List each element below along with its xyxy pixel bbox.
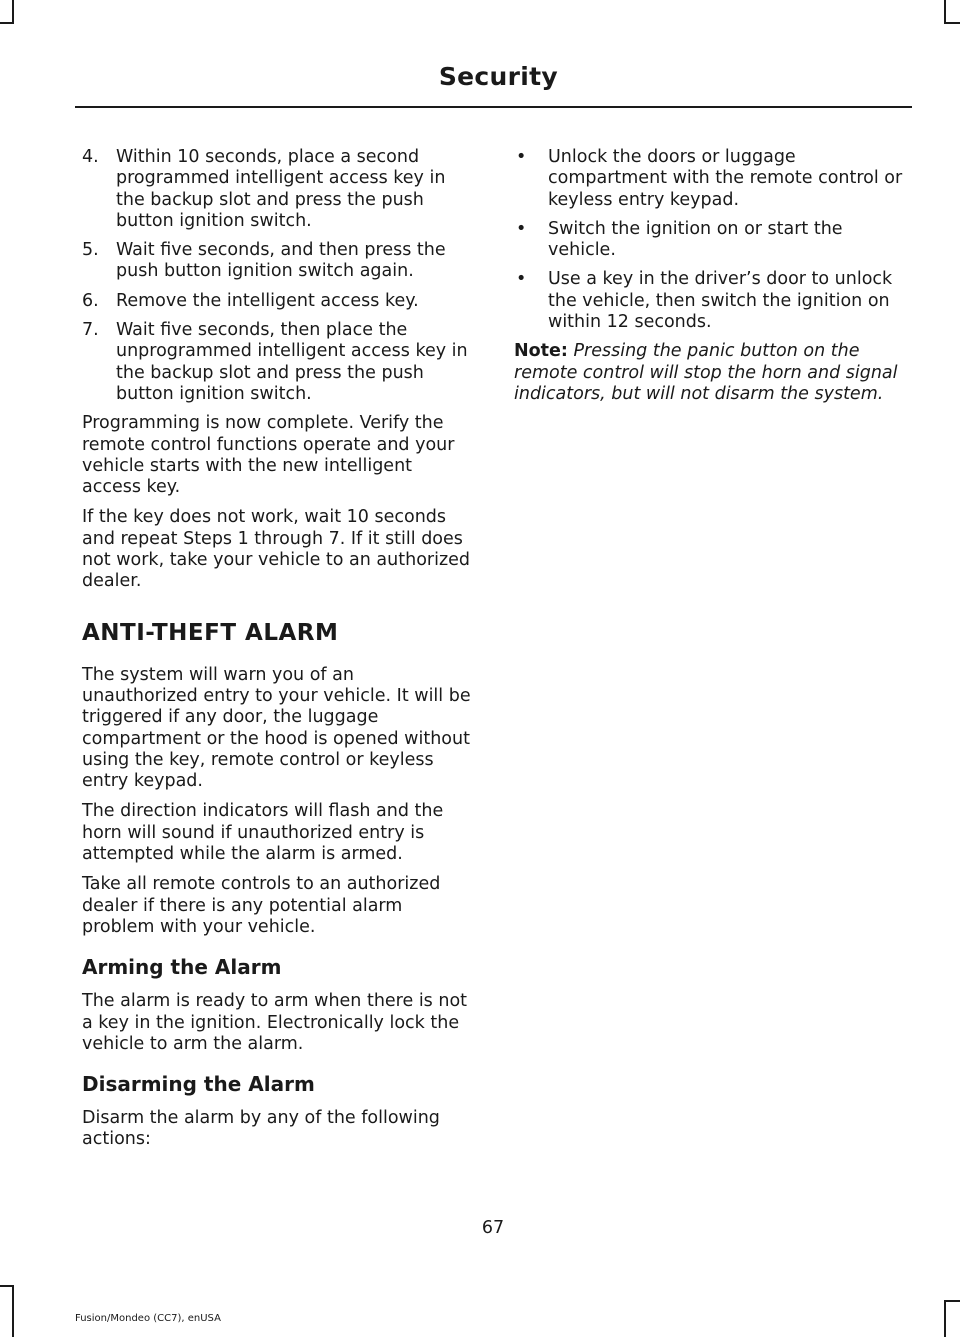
step-number: 4. <box>82 147 99 167</box>
step-number: 6. <box>82 290 99 311</box>
step-text: Wait five seconds, then place the unprogrammed intelligent access key in the backup slot and press the push button ignition switch. <box>116 320 468 404</box>
note-paragraph <box>514 341 908 405</box>
bullet-mark: • <box>516 218 527 239</box>
step-item <box>82 147 474 232</box>
crop-mark-top-left-v <box>12 0 14 22</box>
paragraph-key-not-work: If the key does not work, wait 10 seconds and repeat Steps 1 through 7. If it still does not work, take your vehicle to an authorized dealer. <box>82 507 471 592</box>
bullet-text: Switch the ignition on or start the vehicle. <box>548 218 843 261</box>
footer-edition: Fusion/Mondeo (CC7), enUSA <box>75 1313 221 1324</box>
crop-mark-top-right-v <box>944 0 946 22</box>
step-text: Within 10 seconds, place a second programmed intelligent access key in the backup slot and press the push button ignition switch. <box>116 147 446 231</box>
crop-mark-bottom-left-h <box>0 1285 14 1287</box>
page-number: 67 <box>481 1218 505 1238</box>
crop-mark-bottom-left-v <box>12 1285 14 1337</box>
bullet-text: Use a key in the driver’s door to unlock the vehicle, then switch the ignition on within 12 seconds. <box>548 269 893 333</box>
crop-mark-bottom-right-h <box>944 1300 960 1302</box>
subheading-disarming-alarm: Disarming the Alarm <box>82 1072 315 1097</box>
bullet-mark: • <box>516 269 527 290</box>
paragraph-programming-complete: Programming is now complete. Verify the remote control functions operate and your vehicle starts with the new intelligent access key. <box>82 413 455 498</box>
step-text: Wait five seconds, and then press the push button ignition switch again. <box>116 240 446 282</box>
bullet-item <box>514 219 908 262</box>
crop-mark-top-left-h <box>0 22 14 24</box>
section-heading-anti-theft-alarm: ANTI-THEFT ALARM <box>82 619 339 646</box>
left-column <box>82 147 474 1160</box>
step-item <box>82 291 474 312</box>
step-text: Remove the intelligent access key. <box>116 290 419 311</box>
paragraph-disarming: Disarm the alarm by any of the following actions: <box>82 1108 440 1150</box>
bullet-item <box>514 269 908 333</box>
header-divider <box>75 106 912 108</box>
right-column <box>514 147 908 414</box>
paragraph-system-warn: The system will warn you of an unauthorized entry to your vehicle. It will be triggered if any door, the luggage compartment or the hood is opened without using the key, remote control or keyless entry keypad. <box>82 664 471 792</box>
step-number: 7. <box>82 320 99 341</box>
paragraph-arming: The alarm is ready to arm when there is not a key in the ignition. Electronically lock the vehicle to arm the alarm. <box>82 991 468 1054</box>
paragraph-indicators-flash: The direction indicators will flash and the horn will sound if unauthorized entry is attempted while the alarm is armed. <box>82 801 444 865</box>
crop-mark-bottom-right-v <box>944 1300 946 1337</box>
page-title: Security <box>438 62 558 91</box>
bullet-item <box>514 147 908 211</box>
step-item <box>82 240 474 283</box>
step-number: 5. <box>82 240 99 261</box>
crop-mark-top-right-h <box>944 22 960 24</box>
paragraph-take-remotes: Take all remote controls to an authorized dealer if there is any potential alarm problem with your vehicle. <box>82 874 441 937</box>
note-text: Pressing the panic button on the remote control will stop the horn and signal indicators, but will not disarm the system. <box>514 341 898 404</box>
bullet-text: Unlock the doors or luggage compartment with the remote control or keyless entry keypad. <box>548 147 903 210</box>
step-item <box>82 320 474 405</box>
subheading-arming-alarm: Arming the Alarm <box>82 955 282 980</box>
note-label: Note: <box>514 341 568 362</box>
bullet-mark: • <box>516 147 527 167</box>
